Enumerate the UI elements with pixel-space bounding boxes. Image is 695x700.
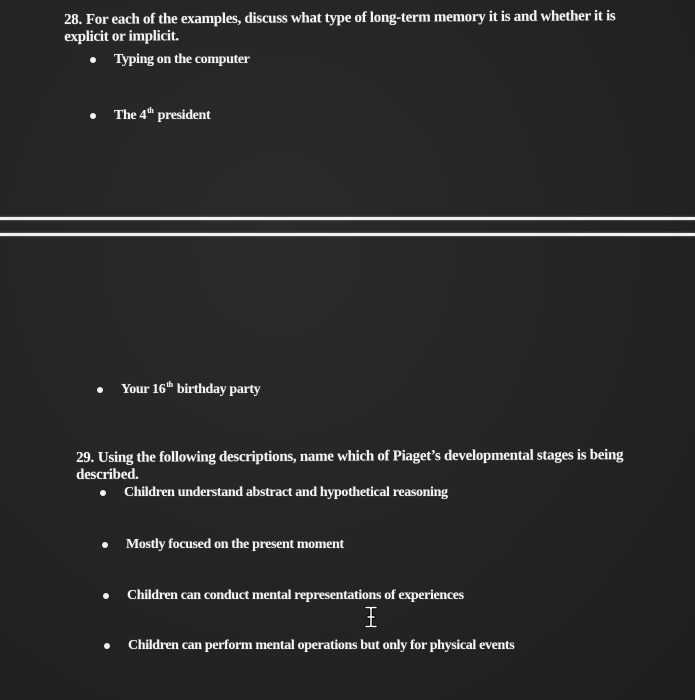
list-item-text: Typing on the computer (114, 52, 250, 67)
list-item (97, 382, 260, 398)
list-item (90, 52, 250, 68)
list-item-text: Children can conduct mental representations of experiences (127, 588, 464, 603)
list-item (100, 485, 448, 501)
bullet-icon (102, 542, 108, 548)
question-number: 28. (64, 11, 82, 28)
section-divider-bottom (0, 233, 695, 236)
question-28-prompt (64, 8, 644, 46)
bullet-icon (97, 387, 103, 393)
list-item-text: Children understand abstract and hypothetical reasoning (124, 485, 448, 500)
bullet-icon (90, 113, 96, 119)
list-item-text: Your 16th birthday party (121, 380, 261, 397)
question-text: For each of the examples, discuss what type of long-term memory it is and whether it is explicit or implicit. (64, 8, 616, 45)
bullet-icon (100, 490, 106, 496)
bullet-icon (104, 643, 110, 649)
list-item-text: Mostly focused on the present moment (126, 537, 344, 552)
list-item-text: Children can perform mental operations but only for physical events (128, 638, 515, 653)
list-item (90, 108, 210, 124)
text-cursor-icon (364, 606, 378, 628)
list-item (104, 638, 514, 654)
bullet-icon (103, 593, 109, 599)
bullet-icon (90, 57, 96, 63)
list-item-text: The 4th president (114, 106, 211, 123)
question-text: Using the following descriptions, name which of Piaget’s developmental stages is being described. (76, 447, 624, 483)
question-29-prompt (76, 447, 636, 484)
question-number: 29. (76, 449, 94, 466)
list-item (103, 588, 464, 604)
list-item (102, 537, 344, 553)
section-divider-top (0, 217, 695, 220)
